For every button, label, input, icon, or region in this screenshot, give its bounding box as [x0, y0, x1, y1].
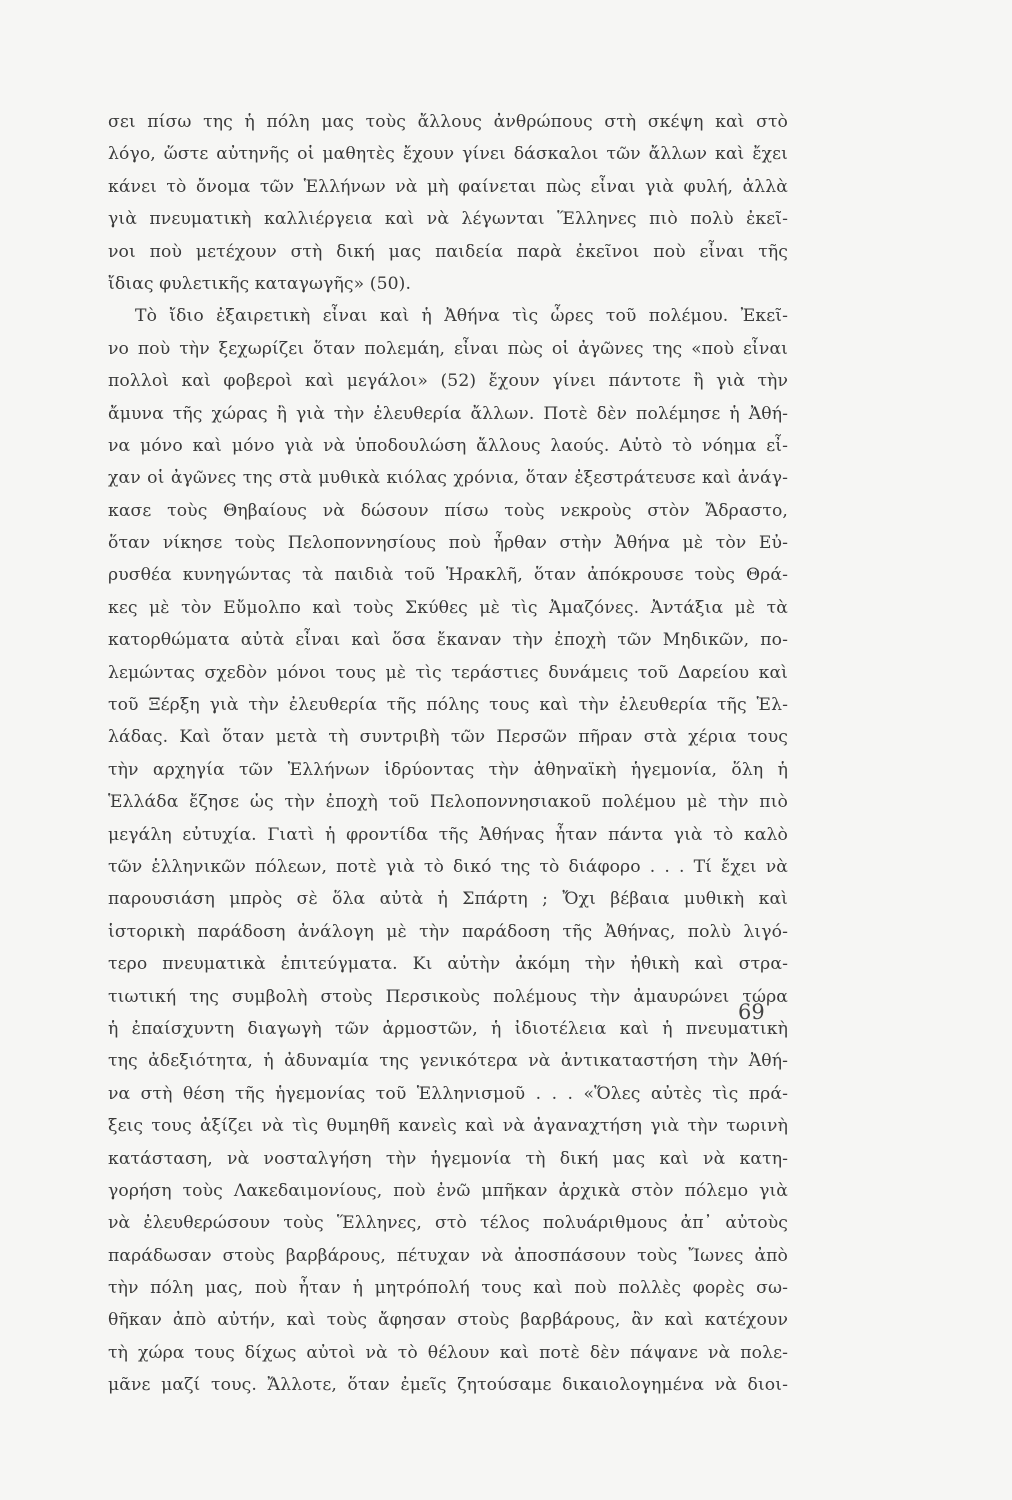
- text-line: τοῦ Ξέρξη γιὰ τὴν ἐλευθερία τῆς πόλης τους καὶ τὴν ἐλευθερία τῆς Ἑλ-: [108, 695, 788, 716]
- text-line: της ἀδεξιότητα, ἡ ἀδυναμία της γενικότερα νὰ ἀντικαταστήση τὴν Ἀθή-: [108, 1051, 788, 1072]
- text-line: νο ποὺ τὴν ξεχωρίζει ὅταν πολεμάη, εἶναι πὼς οἱ ἀγῶνες της «ποὺ εἶναι: [108, 338, 788, 359]
- text-line: μεγάλη εὐτυχία. Γιατὶ ἡ φροντίδα τῆς Ἀθήνας ἦταν πάντα γιὰ τὸ καλὸ: [108, 824, 788, 845]
- text-line: ἄμυνα τῆς χώρας ἢ γιὰ τὴν ἐλευθερία ἄλλων. Ποτὲ δὲν πολέμησε ἡ Ἀθή-: [108, 403, 788, 424]
- text-line: τὴν πόλη μας, ποὺ ἦταν ἡ μητρόπολή τους καὶ ποὺ πολλὲς φορὲς σω-: [108, 1278, 788, 1299]
- text-line: κάνει τὸ ὄνομα τῶν Ἑλλήνων νὰ μὴ φαίνεται πὼς εἶναι γιὰ φυλή, ἀλλὰ: [108, 176, 788, 197]
- text-line: γιὰ πνευματικὴ καλλιέργεια καὶ νὰ λέγωνται Ἕλληνες πιὸ πολὺ ἐκεῖ-: [108, 209, 788, 230]
- text-line: παράδωσαν στοὺς βαρβάρους, πέτυχαν νὰ ἀποσπάσουν τοὺς Ἴωνες ἀπὸ: [108, 1245, 788, 1266]
- text-line: κατορθώματα αὐτὰ εἶναι καὶ ὅσα ἔκαναν τὴν ἐποχὴ τῶν Μηδικῶν, πο-: [108, 630, 788, 651]
- text-line: παρουσιάση μπρὸς σὲ ὅλα αὐτὰ ἡ Σπάρτη ; Ὄχι βέβαια μυθικὴ καὶ: [108, 889, 788, 910]
- text-line: σει πίσω της ἡ πόλη μας τοὺς ἄλλους ἀνθρώπους στὴ σκέψη καὶ στὸ: [108, 112, 788, 132]
- text-line: τῶν ἑλληνικῶν πόλεων, ποτὲ γιὰ τὸ δικό της τὸ διάφορο . . . Τί ἔχει νὰ: [108, 856, 788, 877]
- text-line: κες μὲ τὸν Εὔμολπο καὶ τοὺς Σκύθες μὲ τὶς Ἀμαζόνες. Ἀντάξια μὲ τὰ: [108, 597, 788, 618]
- text-line: ὅταν νίκησε τοὺς Πελοποννησίους ποὺ ἦρθαν στὴν Ἀθήνα μὲ τὸν Εὐ-: [108, 533, 788, 554]
- text-line: λάδας. Καὶ ὅταν μετὰ τὴ συντριβὴ τῶν Περσῶν πῆραν στὰ χέρια τους: [108, 727, 788, 748]
- body-text: [108, 106, 788, 1402]
- text-line: κατάσταση, νὰ νοσταλγήση τὴν ἡγεμονία τὴ δική μας καὶ νὰ κατη-: [108, 1148, 788, 1169]
- text-line: νὰ ἐλευθερώσουν τοὺς Ἕλληνες, στὸ τέλος πολυάριθμους ἀπ᾽ αὐτοὺς: [108, 1213, 788, 1234]
- text-line: ἡ ἐπαίσχυντη διαγωγὴ τῶν ἁρμοστῶν, ἡ ἰδιοτέλεια καὶ ἡ πνευματικὴ: [108, 1018, 788, 1039]
- text-line: νοι ποὺ μετέχουν στὴ δική μας παιδεία παρὰ ἐκεῖνοι ποὺ εἶναι τῆς: [108, 241, 788, 262]
- text-line: λόγο, ὥστε αὐτηνῆς οἱ μαθητὲς ἔχουν γίνει δάσκαλοι τῶν ἄλλων καὶ ἔχει: [108, 144, 788, 165]
- text-line: τὴν αρχηγία τῶν Ἑλλήνων ἱδρύοντας τὴν ἀθηναϊκὴ ἡγεμονία, ὅλη ἡ: [108, 759, 788, 780]
- text-line: χαν οἱ ἀγῶνες της στὰ μυθικὰ κιόλας χρόνια, ὅταν ἐξεστράτευσε καὶ ἀνάγ-: [108, 468, 788, 489]
- text-line: να μόνο καὶ μόνο γιὰ νὰ ὑποδουλώση ἄλλους λαούς. Αὐτὸ τὸ νόημα εἶ-: [108, 435, 788, 456]
- text-line: κασε τοὺς Θηβαίους νὰ δώσουν πίσω τοὺς νεκροὺς στὸν Ἄδραστο,: [108, 500, 788, 521]
- text-line: γορήση τοὺς Λακεδαιμονίους, ποὺ ἐνῶ μπῆκαν ἀρχικὰ στὸν πόλεμο γιὰ: [108, 1180, 788, 1201]
- text-line: τερο πνευματικὰ ἐπιτεύγματα. Κι αὐτὴν ἀκόμη τὴν ἠθικὴ καὶ στρα-: [108, 954, 788, 975]
- text-line: ἴδιας φυλετικῆς καταγωγῆς» (50).: [108, 273, 412, 294]
- text-line: θῆκαν ἀπὸ αὐτήν, καὶ τοὺς ἄφησαν στοὺς βαρβάρους, ἂν καὶ κατέχουν: [108, 1310, 788, 1331]
- text-line: λεμώντας σχεδὸν μόνοι τους μὲ τὶς τεράστιες δυνάμεις τοῦ Δαρείου καὶ: [108, 662, 788, 683]
- text-line: ρυσθέα κυνηγώντας τὰ παιδιὰ τοῦ Ἡρακλῆ, ὅταν ἀπόκρουσε τοὺς Θρά-: [108, 565, 788, 586]
- text-line: μᾶνε μαζί τους. Ἄλλοτε, ὅταν ἐμεῖς ζητούσαμε δικαιολογημένα νὰ διοι-: [108, 1375, 788, 1396]
- text-line: να στὴ θέση τῆς ἡγεμονίας τοῦ Ἑλληνισμοῦ . . . «Ὅλες αὐτὲς τὶς πρά-: [108, 1083, 788, 1104]
- text-line: πολλοὶ καὶ φοβεροὶ καὶ μεγάλοι» (52) ἔχουν γίνει πάντοτε ἢ γιὰ τὴν: [108, 371, 788, 392]
- page-number: 69: [738, 1000, 765, 1024]
- text-line: τιωτική της συμβολὴ στοὺς Περσικοὺς πολέμους τὴν ἀμαυρώνει τώρα: [108, 986, 788, 1007]
- text-line: τὴ χώρα τους δίχως αὐτοὶ νὰ τὸ θέλουν καὶ ποτὲ δὲν πάψανε νὰ πολε-: [108, 1342, 788, 1363]
- text-line: ἱστορικὴ παράδοση ἀνάλογη μὲ τὴν παράδοση τῆς Ἀθήνας, πολὺ λιγό-: [108, 921, 788, 942]
- text-line: Τὸ ἴδιο ἐξαιρετικὴ εἶναι καὶ ἡ Ἀθήνα τὶς ὧρες τοῦ πολέμου. Ἐκεῖ-: [135, 306, 788, 327]
- text-line: ξεις τους ἀξίζει νὰ τὶς θυμηθῆ κανεὶς καὶ νὰ ἀγαναχτήση γιὰ τὴν τωρινὴ: [108, 1116, 788, 1137]
- text-line: Ἑλλάδα ἔζησε ὡς τὴν ἐποχὴ τοῦ Πελοποννησιακοῦ πολέμου μὲ τὴν πιὸ: [108, 792, 788, 813]
